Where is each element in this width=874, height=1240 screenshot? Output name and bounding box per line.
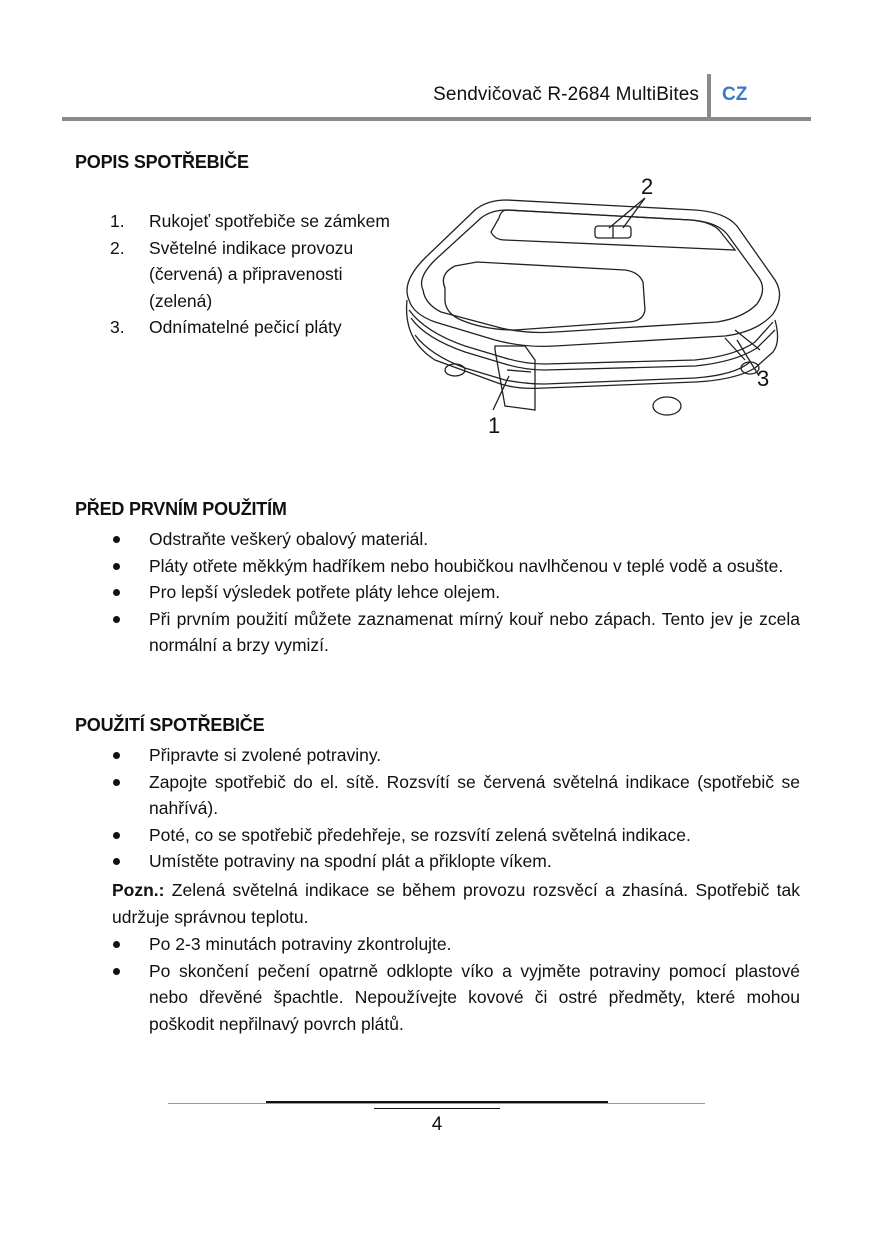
item-text: Zapojte spotřebič do el. sítě. Rozsvítí se červená světelná indikace (spotřebič se nahřívá). xyxy=(149,771,800,818)
first-use-list xyxy=(110,526,800,659)
item-text: Rukojeť spotřebiče se zámkem xyxy=(149,211,390,231)
list-item xyxy=(110,235,400,315)
item-text: Pláty otřete měkkým hadříkem nebo houbičkou navlhčenou v teplé vodě a osušte. xyxy=(149,555,784,576)
footer-rule xyxy=(168,1103,705,1104)
item-text: Světelné indikace provozu (červená) a připravenosti (zelená) xyxy=(149,237,354,311)
bullet-icon xyxy=(113,832,120,839)
item-number: 1. xyxy=(110,211,125,231)
list-item xyxy=(110,579,800,606)
language-code: CZ xyxy=(722,84,748,105)
note-text: Zelená světelná indikace se během provozu rozsvěcí a zhasíná. Spotřebič tak udržuje správnou teplotu. xyxy=(112,880,800,927)
footer-rule-bold xyxy=(266,1101,608,1103)
section-title-usage: POUŽITÍ SPOTŘEBIČE xyxy=(75,715,265,735)
item-text: Při prvním použití můžete zaznamenat mírný kouř nebo zápach. Tento jev je zcela normální a brzy vymizí. xyxy=(149,608,800,655)
page-number: 4 xyxy=(431,1114,443,1135)
item-number: 2. xyxy=(110,237,125,258)
item-text: Umístěte potraviny na spodní plát a přiklopte víkem. xyxy=(149,851,552,871)
item-text: Připravte si zvolené potraviny. xyxy=(149,745,382,765)
item-text: Odnímatelné pečicí pláty xyxy=(149,317,342,337)
list-item xyxy=(110,769,800,822)
bullet-icon xyxy=(113,779,120,786)
list-item xyxy=(110,958,800,1038)
item-text: Po skončení pečení opatrně odklopte víko a vyjměte potraviny pomocí plastové nebo dřevěné špachtle. Nepoužívejte kovové či ostré předměty, které mohou poškodit nepřilnavý povrch plátů. xyxy=(149,960,800,1034)
figure-label-2: 2 xyxy=(641,174,654,199)
list-item xyxy=(110,848,800,875)
usage-list-continued xyxy=(110,931,800,1037)
bullet-icon xyxy=(113,968,120,975)
bullet-icon xyxy=(113,536,120,543)
header-rule xyxy=(62,117,811,121)
bullet-icon xyxy=(113,589,120,596)
sandwich-maker-illustration xyxy=(395,170,795,450)
section-title-before-first-use: PŘED PRVNÍM POUŽITÍM xyxy=(75,499,287,519)
bullet-icon xyxy=(113,563,120,570)
list-item xyxy=(110,553,800,580)
list-item xyxy=(110,526,800,553)
figure-label-1: 1 xyxy=(488,413,501,438)
item-text: Pro lepší výsledek potřete pláty lehce olejem. xyxy=(149,582,501,602)
note-label: Pozn.: xyxy=(112,880,165,900)
header-title: Sendvičovač R-2684 MultiBites xyxy=(433,84,699,105)
item-number: 3. xyxy=(110,317,125,337)
list-item xyxy=(110,606,800,659)
header-divider xyxy=(707,74,711,118)
usage-list xyxy=(110,742,800,875)
list-item xyxy=(110,314,400,341)
section-title-description: POPIS SPOTŘEBIČE xyxy=(75,152,249,172)
note-paragraph xyxy=(112,877,800,930)
parts-list xyxy=(110,208,400,341)
bullet-icon xyxy=(113,858,120,865)
item-text: Po 2-3 minutách potraviny zkontrolujte. xyxy=(149,934,452,954)
bullet-icon xyxy=(113,752,120,759)
item-text: Odstraňte veškerý obalový materiál. xyxy=(149,529,429,549)
sandwich-maker-drawing xyxy=(395,170,795,450)
list-item xyxy=(110,208,400,235)
list-item xyxy=(110,822,800,849)
list-item xyxy=(110,742,800,769)
footer-rule-short xyxy=(374,1108,500,1109)
item-text: Poté, co se spotřebič předehřeje, se rozsvítí zelená světelná indikace. xyxy=(149,824,691,845)
bullet-icon xyxy=(113,941,120,948)
figure-label-3: 3 xyxy=(757,366,770,391)
list-item xyxy=(110,931,800,958)
bullet-icon xyxy=(113,616,120,623)
